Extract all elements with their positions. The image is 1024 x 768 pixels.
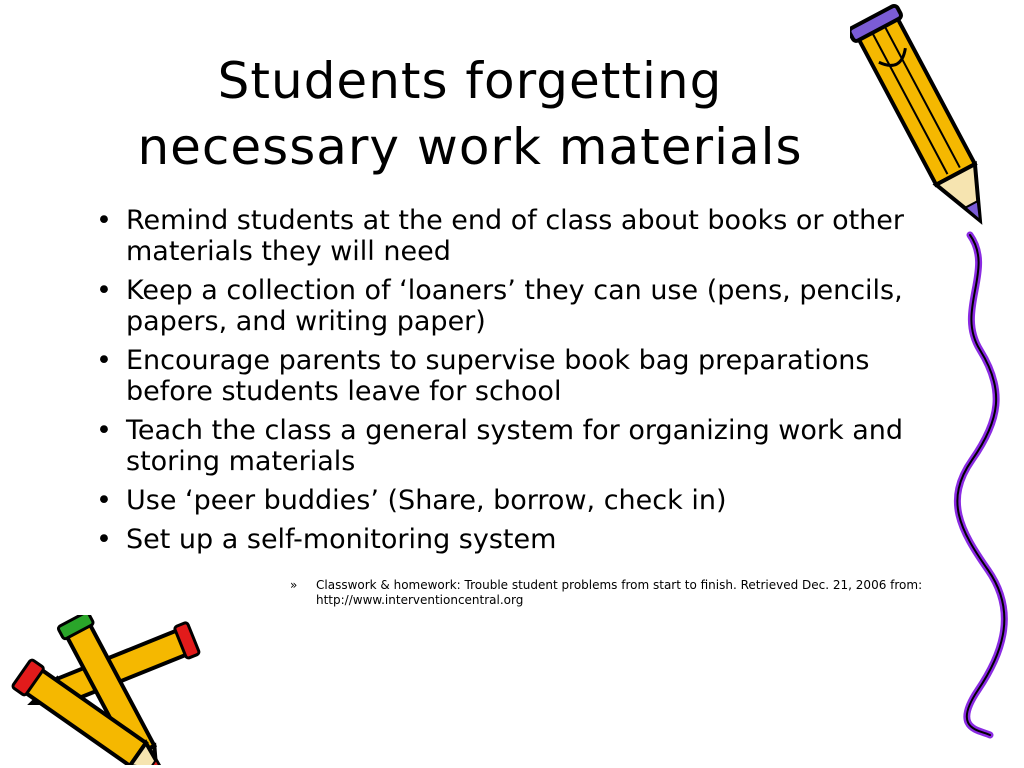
slide-title [60, 48, 880, 180]
bullet-item [90, 345, 910, 407]
title-line-2: necessary work materials [137, 118, 803, 176]
squiggle-border [950, 230, 1010, 740]
citation-marker: » [290, 578, 298, 592]
bullet-marker: • [96, 345, 112, 376]
bullet-text: Set up a self-monitoring system [126, 524, 557, 555]
bullet-item [90, 524, 910, 555]
bullet-text: Keep a collection of ‘loaners’ they can use (pens, pencils, papers, and writing paper) [126, 275, 903, 337]
bullet-item [90, 205, 910, 267]
bullet-list [90, 205, 910, 563]
bullet-text: Use ‘peer buddies’ (Share, borrow, check in) [126, 485, 727, 516]
bullet-marker: • [96, 485, 112, 516]
bullet-item [90, 415, 910, 477]
citation [290, 578, 930, 608]
bullet-item [90, 275, 910, 337]
bullet-marker: • [96, 275, 112, 306]
title-line-1: Students forgetting [217, 52, 723, 110]
pencils-icon [0, 615, 210, 765]
bullet-text: Encourage parents to supervise book bag preparations before students leave for school [126, 345, 870, 407]
bullet-item [90, 485, 910, 516]
bullet-marker: • [96, 524, 112, 555]
bullet-marker: • [96, 415, 112, 446]
bullet-text: Remind students at the end of class about books or other materials they will need [126, 205, 905, 267]
bullet-marker: • [96, 205, 112, 236]
bullet-text: Teach the class a general system for organizing work and storing materials [126, 415, 904, 477]
pencil-icon [850, 0, 1010, 250]
citation-text: Classwork & homework: Trouble student problems from start to finish. Retrieved Dec. 21, 2006 from: http://www.interventioncentral.org [316, 578, 923, 607]
